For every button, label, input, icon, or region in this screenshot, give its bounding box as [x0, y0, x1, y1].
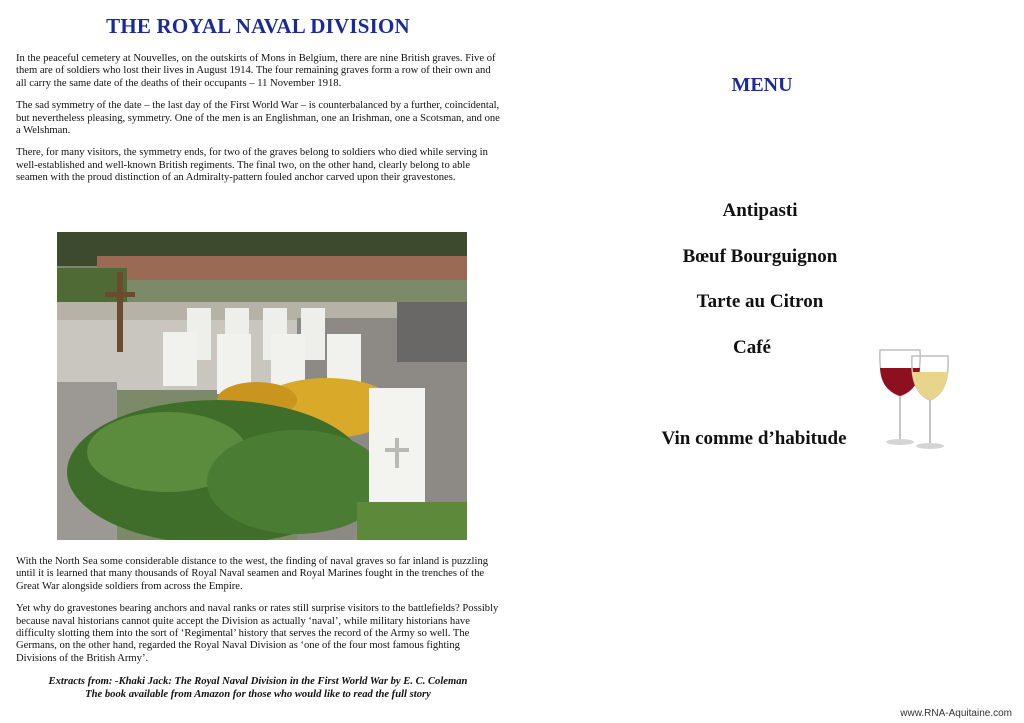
- article-continued: [16, 556, 500, 701]
- cemetery-photo-illustration: [57, 232, 467, 540]
- menu-item-boeuf-bourguignon: Bœuf Bourguignon: [682, 246, 838, 267]
- article-paragraph-2: The sad symmetry of the date – the last day of the First World War – is counterbalanced by a further, coincidental, but nevertheless pleasing, symmetry. One of the men is an Englishman, one an Irishman, one a Scotsman, and one a Welshman.: [16, 100, 500, 137]
- menu-item-wine: Vin comme d’habitude: [661, 428, 847, 449]
- menu-item-tarte-au-citron: Tarte au Citron: [696, 291, 824, 312]
- extract-credit: [16, 675, 500, 701]
- article-paragraph-4: With the North Sea some considerable distance to the west, the finding of naval graves so far inland is puzzling until it is learned that many thousands of Royal Naval seamen and Royal Marines fought in the trenches of the Great War alongside soldiers from across the Empire.: [16, 556, 489, 592]
- menu-item-antipasti: Antipasti: [722, 200, 798, 221]
- extract-line-2: The book available from Amazon for those who would like to read the full story: [85, 689, 431, 701]
- article: [16, 14, 500, 195]
- extract-line-1: Extracts from: -Khaki Jack: The Royal Naval Division in the First World War by E. C. Coleman: [48, 676, 468, 688]
- cemetery-photo: [57, 232, 467, 540]
- wine-glasses-icon: [872, 344, 952, 456]
- article-paragraph-5: Yet why do gravestones bearing anchors and naval ranks or rates still surprise visitors to the battlefields? Possibly because naval historians cannot quite accept the Division as actually ‘naval’, while military historians have difficulty slotting them into the sort of ‘Regimental’ history that serves the record of the Army so well. The Germans, on the other hand, regarded the Royal Naval Division as ‘one of the four most famous fighting Divisions of the British Army’.: [16, 603, 499, 664]
- article-paragraph-1: In the peaceful cemetery at Nouvelles, on the outskirts of Mons in Belgium, there are nine British graves. Five of them are of soldiers who lost their lives in August 1914. The four remaining graves form a row of their own and all carry the same date of the deaths of their occupants – 11 November 1918.: [16, 53, 496, 89]
- menu-item-cafe: Café: [733, 337, 771, 358]
- article-paragraph-3: There, for many visitors, the symmetry ends, for two of the graves belong to soldiers who died while serving in well-established and well-known British regiments. The final two, on the other hand, clearly belong to able seamen with the proud distinction of an Admiralty-pattern fouled anchor carved upon their gravestones.: [16, 147, 488, 184]
- watermark: www.RNA-Aquitaine.com: [900, 708, 1012, 719]
- menu-title: MENU: [731, 74, 793, 96]
- article-title: THE ROYAL NAVAL DIVISION: [106, 14, 410, 38]
